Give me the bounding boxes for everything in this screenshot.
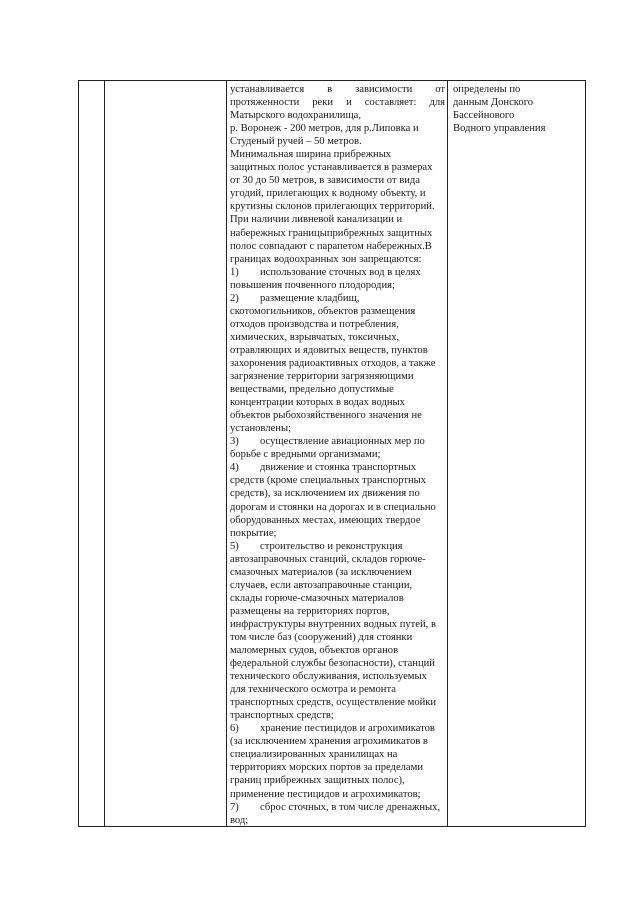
text-line: покрытие; <box>230 527 277 539</box>
restrictions-text-cell <box>226 81 447 826</box>
text-line: установлены; <box>230 423 292 435</box>
text-line: загрязнение территории загрязняющими <box>230 371 414 383</box>
item-text: сброс сточных, в том числе дренажных, <box>260 801 441 813</box>
text-line: концентрации которых в водах водных <box>230 397 405 409</box>
text-line: транспортных средств; <box>230 710 334 722</box>
note-line: Бассейнового <box>453 110 515 122</box>
text-line: случаев, если автозаправочные станции, <box>230 579 413 591</box>
text-line: скотомогильников, объектов размещения <box>230 305 416 317</box>
item-number: 4) <box>230 462 239 474</box>
note-line: Водного управления <box>453 123 546 135</box>
text-line <box>230 292 445 305</box>
item-text: использование сточных вод в целях <box>260 266 421 278</box>
text-line: инфраструктуры внутренних водных путей, в <box>230 618 436 630</box>
text-line: набережных границыприбрежных защитных <box>230 227 433 239</box>
text-line: Студеный ручей – 50 метров. <box>230 136 362 148</box>
text-line: средств), за исключением их движения по <box>230 488 420 500</box>
text-line: повышения почвенного плодородия; <box>230 279 395 291</box>
text-line: применение пестицидов и агрохимикатов; <box>230 788 421 800</box>
text-line: р. Воронеж - 200 метров, для р.Липовка и <box>230 123 419 135</box>
text-line: от 30 до 50 метров, в зависимости от вида <box>230 175 421 187</box>
text-line: маломерных судов, объектов органов <box>230 645 399 657</box>
text-line: смазочных материалов (за исключением <box>230 566 412 578</box>
text-line <box>230 801 445 814</box>
text-line: отходов производства и потребления, <box>230 318 399 330</box>
text-line: химических, взрывчатых, токсичных, <box>230 331 400 343</box>
text-line: Минимальная ширина прибрежных <box>230 149 392 161</box>
text-line <box>230 461 445 474</box>
column-divider <box>104 81 105 826</box>
text-line: устанавливается в зависимости от <box>230 84 445 95</box>
text-line <box>230 266 445 279</box>
text-line: Матырского водохранилища, <box>230 110 361 122</box>
text-line: защитных полос устанавливается в размерах <box>230 162 433 174</box>
item-text: хранение пестицидов и агрохимикатов <box>260 723 435 735</box>
item-text: размещение кладбищ, <box>260 292 360 304</box>
text-line: (за исключением хранения агрохимикатов в <box>230 736 428 748</box>
regulation-table <box>78 80 586 827</box>
text-line: отравляющих и ядовитых веществ, пунктов <box>230 344 428 356</box>
item-number: 6) <box>230 723 239 735</box>
text-line: крутизны склонов прилегающих территорий. <box>230 201 435 213</box>
item-number: 2) <box>230 292 239 304</box>
text-line <box>230 722 445 735</box>
text-line: дорогам и стоянки на дорогах и в специально <box>230 501 436 513</box>
text-line: том числе баз (сооружений) для стоянки <box>230 631 413 643</box>
text-line: склады горюче-смазочных материалов <box>230 592 404 604</box>
text-line: веществами, предельно допустимые <box>230 384 394 396</box>
item-text: строительство и реконструкция <box>260 540 403 552</box>
item-text: движение и стоянка транспортных <box>260 462 417 474</box>
item-number: 3) <box>230 436 239 448</box>
text-line: технического обслуживания, используемых <box>230 671 427 683</box>
text-line: протяженности реки и составляет: для <box>230 97 445 109</box>
text-line: размещены на территориях портов, <box>230 605 390 617</box>
note-line: данным Донского <box>453 97 534 109</box>
text-line: федеральной службы безопасности), станций <box>230 658 435 670</box>
text-line: специализированных хранилищах на <box>230 749 398 761</box>
text-line: угодий, прилегающих к водному объекту, и <box>230 188 426 200</box>
note-line: определены по <box>453 84 521 95</box>
text-line <box>230 540 445 553</box>
text-line: для технического осмотра и ремонта <box>230 684 396 696</box>
item-number: 1) <box>230 266 239 278</box>
text-line: борьбе с вредными организмами; <box>230 449 381 461</box>
text-line: границ прибрежных защитных полос), <box>230 775 405 787</box>
item-number: 7) <box>230 801 239 813</box>
text-line: средств (кроме специальных транспортных <box>230 475 427 487</box>
text-line: полос совпадают с парапетом набережных.В <box>230 240 432 252</box>
text-line: объектов рыбохозяйственного значения не <box>230 410 422 422</box>
text-line <box>230 435 445 448</box>
source-note-cell <box>447 81 586 826</box>
text-line: границах водоохранных зон запрещаются: <box>230 253 422 265</box>
text-line: территориях морских портов за пределами <box>230 762 424 774</box>
text-line: транспортных средств, осуществление мойки <box>230 697 437 709</box>
item-text: осуществление авиационных мер по <box>260 436 425 448</box>
text-line: При наличии ливневой канализации и <box>230 214 403 226</box>
text-line: вод; <box>230 814 249 826</box>
item-number: 5) <box>230 540 239 552</box>
text-line: автозаправочных станций, складов горюче- <box>230 553 426 565</box>
text-line: оборудованных местах, имеющих твердое <box>230 514 421 526</box>
text-line: захоронения радиоактивных отходов, а также <box>230 357 436 369</box>
